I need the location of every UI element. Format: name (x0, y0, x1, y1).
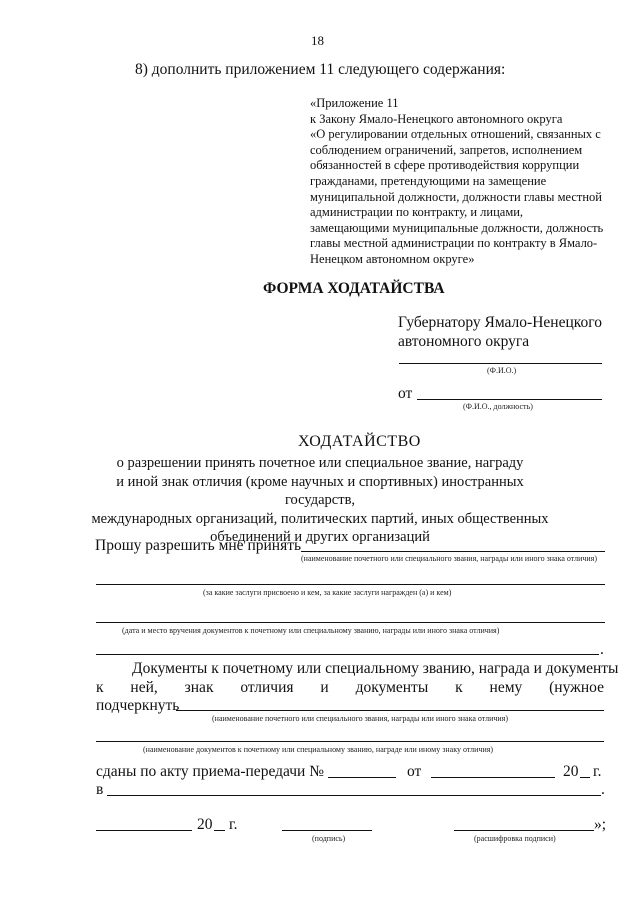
in-end: . (601, 781, 605, 798)
docs-line[interactable] (96, 741, 604, 742)
act-date-line[interactable] (431, 777, 555, 778)
in-label: в (96, 781, 104, 798)
award-line[interactable] (301, 551, 605, 552)
documents-line-3: подчеркнуть (96, 697, 180, 714)
appendix-line: администрации по контракту, и лицами, (310, 205, 524, 220)
doc-word: ней, (130, 679, 158, 696)
decode-line[interactable] (454, 830, 594, 831)
appendix-line: гражданами, претендующими на замещение (310, 173, 547, 188)
award2-line[interactable] (176, 710, 604, 711)
act-year-line[interactable] (580, 777, 590, 778)
subtitle-line: и иной знак отличия (кроме научных и спортивных) иностранных государств, (116, 473, 524, 508)
signature-caption: (подпись) (312, 834, 346, 843)
appendix-line: соблюдением ограничений, запретов, исполнением (310, 142, 583, 157)
award-caption: (наименование почетного или специального звания, награды или иного знака отличия) (301, 554, 597, 563)
signature-line[interactable] (282, 830, 372, 831)
doc-word: нему (489, 679, 523, 696)
from-label: от (398, 385, 413, 402)
doc-word: и (320, 679, 329, 696)
appendix-line: обязанностей в сфере противодействия коррупции (310, 158, 580, 173)
appendix-line: «Приложение 11 (310, 96, 399, 110)
decode-caption: (расшифровка подписи) (474, 834, 556, 843)
doc-word: (нужное (549, 679, 604, 696)
appendix-line: главы местной администрации по контракту в Ямало- (310, 236, 598, 251)
subtitle-line: объединений и других организаций (210, 529, 430, 545)
act-from-label: от (407, 763, 422, 780)
appendix-line: муниципальной должности, должности главы местной (310, 189, 602, 204)
date-place-caption: (дата и место вручения документов к почетному или специальному званию, награды или иного знака отличия) (122, 626, 500, 635)
page-number: 18 (311, 33, 324, 48)
addressee-line-1: Губернатору Ямало-Ненецкого (398, 314, 602, 331)
merits-caption: (за какие заслуги присвоено и кем, за какие заслуги награжден (а) и кем) (203, 588, 452, 597)
extra-line[interactable] (96, 654, 599, 655)
documents-line-1: Документы к почетному или специальному званию, награда и документы (132, 660, 619, 677)
petition-subtitle (80, 454, 560, 547)
form-title: ФОРМА ХОДАТАЙСТВА (263, 280, 445, 297)
appendix-line: «О регулировании отдельных отношений, связанных с (310, 127, 601, 142)
fio-caption: (Ф.И.О.) (487, 366, 517, 375)
doc-word: знак (184, 679, 214, 696)
from-line[interactable] (417, 399, 602, 400)
signature-end: »; (594, 816, 607, 833)
sign-year-line[interactable] (214, 830, 225, 831)
addressee-line-2: автономного округа (398, 333, 530, 350)
act-g: г. (593, 763, 602, 780)
doc-word: отличия (240, 679, 294, 696)
documents-line-2 (96, 679, 604, 697)
act-year: 20 (563, 763, 579, 780)
addressee-fio-line[interactable] (399, 363, 602, 364)
request-label: Прошу разрешить мне принять (95, 537, 302, 554)
appendix-line: к Закону Ямало-Ненецкого автономного округа (310, 111, 563, 126)
sign-g: г. (229, 816, 238, 833)
extra-line-period: . (600, 641, 604, 658)
doc-word: к (455, 679, 463, 696)
in-line[interactable] (107, 795, 601, 796)
subtitle-line: о разрешении принять почетное или специальное звание, награду (116, 455, 524, 471)
doc-word: к (96, 679, 104, 696)
intro-paragraph: 8) дополнить приложением 11 следующего содержания: (135, 61, 506, 78)
sign-date-line[interactable] (96, 830, 192, 831)
doc-word: документы (355, 679, 429, 696)
appendix-line: Ненецком автономном округе» (310, 251, 475, 266)
date-place-line[interactable] (96, 622, 605, 623)
act-number-line[interactable] (328, 777, 396, 778)
subtitle-line: международных организаций, политических партий, иных общественных (91, 510, 549, 527)
docs-caption: (наименование документов к почетному или специальному званию, награде или иному знаку отличия) (143, 745, 494, 754)
appendix-header (310, 96, 603, 268)
merits-line[interactable] (96, 584, 605, 585)
award2-caption: (наименование почетного или специального звания, награды или иного знака отличия) (212, 714, 508, 723)
petition-title: ХОДАТАЙСТВО (298, 433, 421, 450)
appendix-line: замещающими муниципальные должности, должность (310, 220, 604, 235)
sign-year: 20 (197, 816, 213, 833)
act-label: сданы по акту приема-передачи № (96, 763, 325, 780)
from-caption: (Ф.И.О., должность) (463, 402, 533, 411)
